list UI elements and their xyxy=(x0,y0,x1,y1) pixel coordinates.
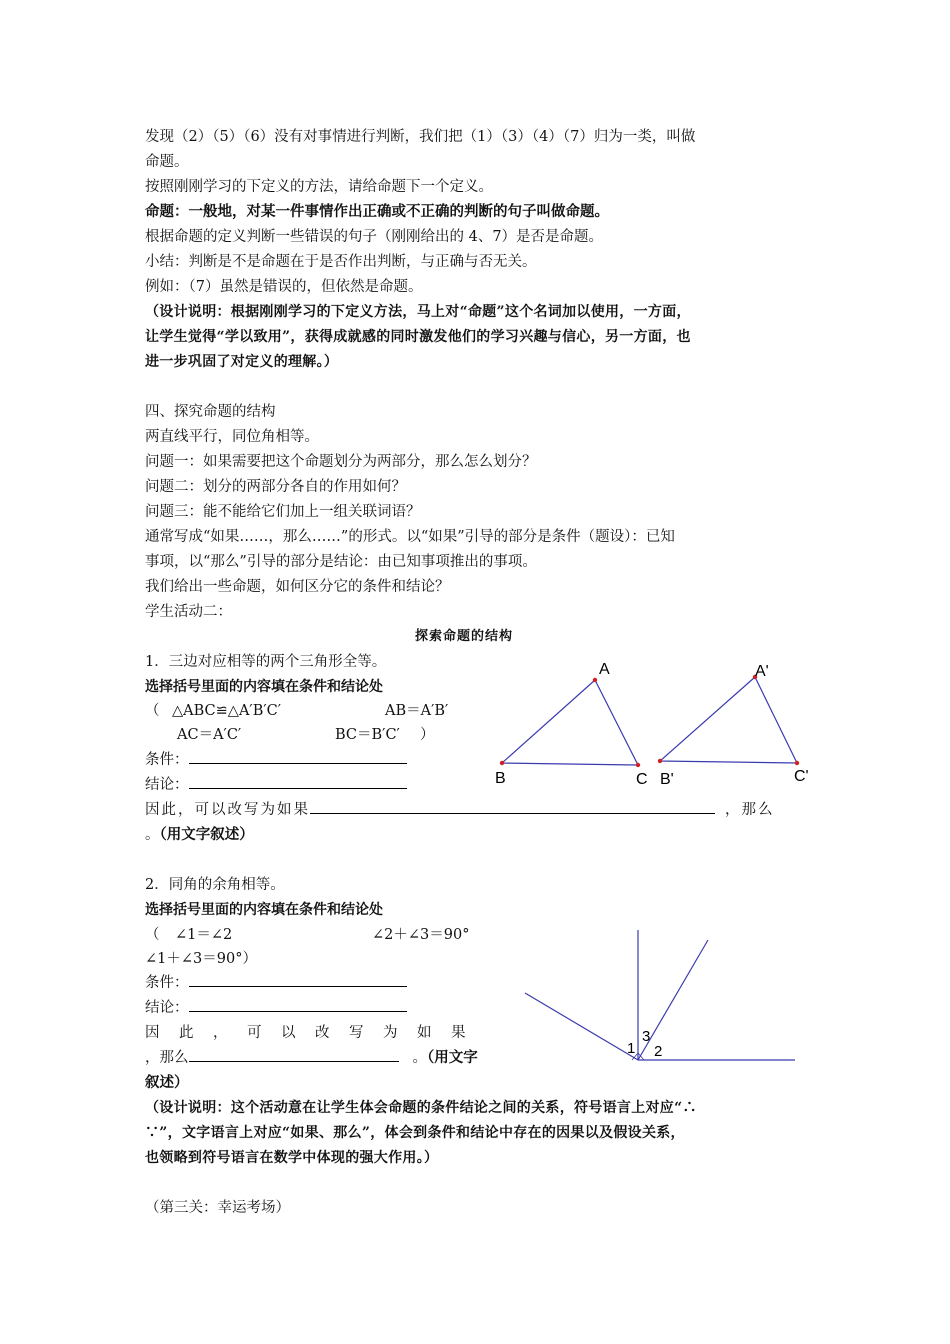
text-line: 小结：判断是不是命题在于是否作出判断，与正确与否无关。 xyxy=(145,254,537,270)
design-note: （设计说明：这个活动意在让学生体会命题的条件结论之间的关系，符号语言上对应“∴ xyxy=(145,1100,697,1116)
option-paren-open: （ xyxy=(145,927,160,943)
option-paren-close: ） xyxy=(242,951,257,967)
rewrite-note: （用文字叙述） xyxy=(159,826,254,843)
text-line: 命题。 xyxy=(145,154,189,170)
activity-title: 探索命题的结构 xyxy=(415,629,514,644)
option-row-2 xyxy=(145,947,257,971)
section-heading: 四、探究命题的结构 xyxy=(145,404,276,420)
condition-blank[interactable] xyxy=(189,971,407,987)
rewrite-row-2 xyxy=(145,823,254,847)
option-b: AB＝A′B′ xyxy=(385,703,449,719)
design-note: ∵”，文字语言上对应“如果、那么”，体会到条件和结论中存在的因果以及假设关系， xyxy=(145,1125,685,1141)
conclusion-row xyxy=(145,773,407,797)
option-c: AC＝A′C′ xyxy=(177,727,242,743)
definition-text: 命题：一般地，对某一件事情作出正确或不正确的判断的句子叫做命题。 xyxy=(145,203,609,220)
option-a: ∠1＝∠2 xyxy=(175,927,233,943)
label-a-prime: A' xyxy=(755,663,769,680)
exercise-1-statement: 1．三边对应相等的两个三角形全等。 xyxy=(145,654,387,670)
design-note: （设计说明：根据刚刚学习的下定义方法，马上对“命题”这个名词加以使用，一方面， xyxy=(145,304,691,320)
point-b-prime xyxy=(658,759,662,763)
rewrite-blank[interactable] xyxy=(189,1046,399,1062)
conclusion-label: 结论： xyxy=(145,777,189,793)
label-b-prime: B' xyxy=(660,771,674,788)
option-paren-close: ） xyxy=(420,727,435,743)
point-c xyxy=(636,763,640,767)
option-a: △ABC≌△A′B′C′ xyxy=(172,703,282,719)
triangle-abc xyxy=(502,680,638,765)
conclusion-row xyxy=(145,996,407,1020)
text-line: 学生活动二： xyxy=(145,604,232,620)
text-line: 事项，以“那么”引导的部分是结论：由已知事项推出的事项。 xyxy=(145,554,537,570)
condition-label: 条件： xyxy=(145,975,189,991)
text-line: 两直线平行，同位角相等。 xyxy=(145,429,319,445)
rewrite-row xyxy=(145,798,775,822)
triangle-a-prime xyxy=(660,677,797,763)
rewrite-row: 因此，可以改写为如果 xyxy=(145,1025,485,1041)
rewrite-note: （用文字 xyxy=(427,1049,478,1066)
conclusion-blank[interactable] xyxy=(189,996,407,1012)
option-b: ∠2＋∠3＝90° xyxy=(372,927,470,943)
text-line: 我们给出一些命题，如何区分它的条件和结论？ xyxy=(145,579,450,595)
angle-3-label: 3 xyxy=(642,1028,651,1045)
conclusion-blank[interactable] xyxy=(189,773,407,789)
rewrite-row-2 xyxy=(145,1046,478,1070)
text-line: 通常写成“如果……，那么……”的形式。以“如果”引导的部分是条件（题设）：已知 xyxy=(145,529,675,545)
angle-figure xyxy=(520,925,805,1065)
point-c-prime xyxy=(795,761,799,765)
rewrite-note-cont: 叙述） xyxy=(145,1074,189,1091)
rewrite-end: 。 xyxy=(145,827,160,843)
question-2: 问题二：划分的两部分各自的作用如何？ xyxy=(145,479,406,495)
point-a xyxy=(593,678,597,682)
rewrite-then: ，那么 xyxy=(725,802,775,818)
design-note: 进一步巩固了对定义的理解。） xyxy=(145,354,339,370)
option-c: ∠1＋∠3＝90° xyxy=(145,951,243,967)
angle-2-label: 2 xyxy=(654,1043,663,1060)
rewrite-prefix: 因此，可以改写为如果 xyxy=(145,802,310,818)
conclusion-label: 结论： xyxy=(145,1000,189,1016)
condition-row xyxy=(145,748,407,772)
angle-1-label: 1 xyxy=(627,1040,636,1057)
option-d: BC＝B′C′ xyxy=(335,727,400,743)
rewrite-blank[interactable] xyxy=(310,798,715,814)
option-paren-open: （ xyxy=(145,703,160,719)
question-1: 问题一：如果需要把这个命题划分为两部分，那么怎么划分？ xyxy=(145,454,537,470)
point-b xyxy=(500,761,504,765)
design-note: 让学生觉得“学以致用”，获得成就感的同时激发他们的学习兴趣与信心，另一方面，也 xyxy=(145,329,691,345)
text-line: 例如：（7）虽然是错误的，但依然是命题。 xyxy=(145,279,423,295)
question-3: 问题三：能不能给它们加上一组关联词语？ xyxy=(145,504,421,520)
rewrite-end: 。 xyxy=(412,1050,427,1066)
exercise-2-instruction: 选择括号里面的内容填在条件和结论处 xyxy=(145,902,383,918)
condition-row xyxy=(145,971,407,995)
text-line: 发现（2）（5）（6）没有对事情进行判断，我们把（1）（3）（4）（7）归为一类，叫做 xyxy=(145,129,696,145)
text-line: 按照刚刚学习的下定义的方法，请给命题下一个定义。 xyxy=(145,179,493,195)
label-c-prime: C' xyxy=(794,768,809,785)
rewrite-then: ，那么 xyxy=(145,1050,189,1066)
label-c: C xyxy=(636,771,648,788)
condition-label: 条件： xyxy=(145,752,189,768)
exercise-1-instruction: 选择括号里面的内容填在条件和结论处 xyxy=(145,679,383,695)
label-b: B xyxy=(495,770,506,787)
exercise-2-statement: 2．同角的余角相等。 xyxy=(145,877,285,893)
design-note: 也领略到符号语言在数学中体现的强大作用。） xyxy=(145,1150,439,1166)
label-a: A xyxy=(599,661,610,678)
text-line: 根据命题的定义判断一些错误的句子（刚刚给出的 4、7）是否是命题。 xyxy=(145,229,604,245)
ray-left xyxy=(525,993,638,1060)
condition-blank[interactable] xyxy=(189,748,407,764)
level-3-heading: （第三关：幸运考场） xyxy=(145,1200,290,1216)
triangle-figure xyxy=(490,655,820,790)
